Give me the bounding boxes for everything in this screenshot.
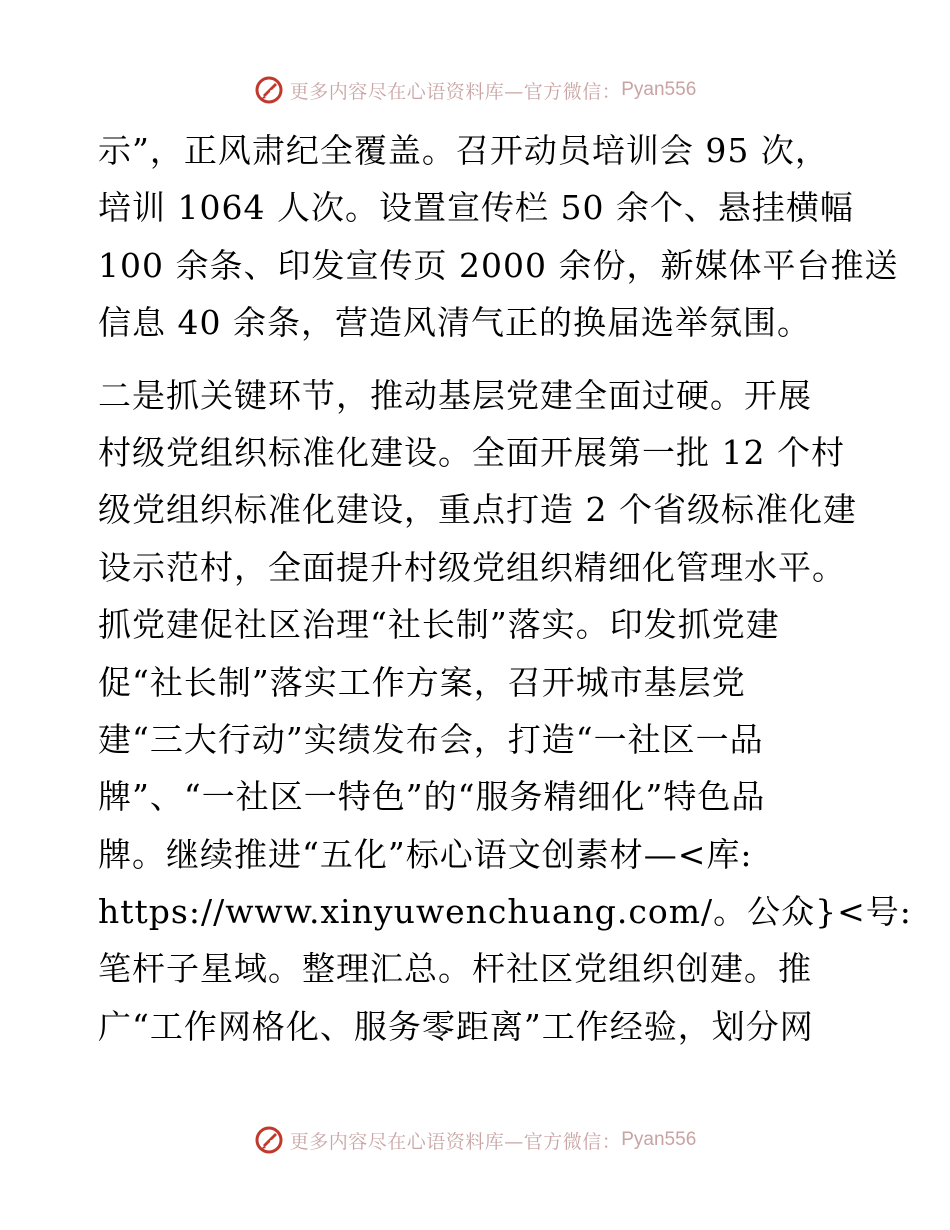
text-line: 信息 40 余条，营造风清气正的换届选举氛围。 [98, 303, 811, 343]
footer-wechat-id: Pyan556 [621, 1129, 697, 1150]
footer-banner-text: 更多内容尽在心语资料库—官方微信： [289, 1130, 622, 1153]
header-wechat-id: Pyan556 [621, 79, 697, 100]
text-line: 牌。继续推进“五化”标心语文创素材—<库: [98, 834, 753, 874]
footer-banner [0, 1120, 950, 1160]
text-line: 建“三大行动”实绩发布会，打造“一社区一品 [98, 719, 764, 759]
text-line: 100 余条、印发宣传页 2000 余份，新媒体平台推送 [98, 245, 899, 285]
text-line: 示”，正风肃纪全覆盖。召开动员培训会 95 次， [98, 131, 829, 170]
text-line: 牌”、“一社区一特色”的“服务精细化”特色品 [98, 777, 766, 817]
text-line: 促“社长制”落实工作方案，召开城市基层党 [98, 662, 746, 702]
text-line: https://www.xinyuwenchuang.com/。公众}<号: [98, 892, 912, 932]
text-line: 培训 1064 人次。设置宣传栏 50 余个、悬挂横幅 [98, 188, 854, 228]
header-banner [0, 70, 950, 110]
text-line: 村级党组织标准化建设。全面开展第一批 12 个村 [98, 432, 845, 472]
header-banner-text: 更多内容尽在心语资料库—官方微信： [289, 80, 622, 103]
text-line: 广“工作网格化、服务零距离”工作经验，划分网 [98, 1006, 814, 1046]
text-line: 设示范村，全面提升村级党组织精细化管理水平。 [98, 547, 846, 587]
text-line: 二是抓关键环节，推动基层党建全面过硬。开展 [98, 375, 812, 415]
text-line: 笔杆子星域。整理汇总。杆社区党组织创建。推 [98, 949, 812, 989]
text-line: 级党组织标准化建设，重点打造 2 个省级标准化建 [98, 490, 857, 530]
text-line: 抓党建促社区治理“社长制”落实。印发抓党建 [98, 605, 780, 645]
brand-logo-icon [254, 75, 284, 105]
brand-logo-icon [254, 1125, 284, 1155]
document-body [98, 122, 912, 1055]
